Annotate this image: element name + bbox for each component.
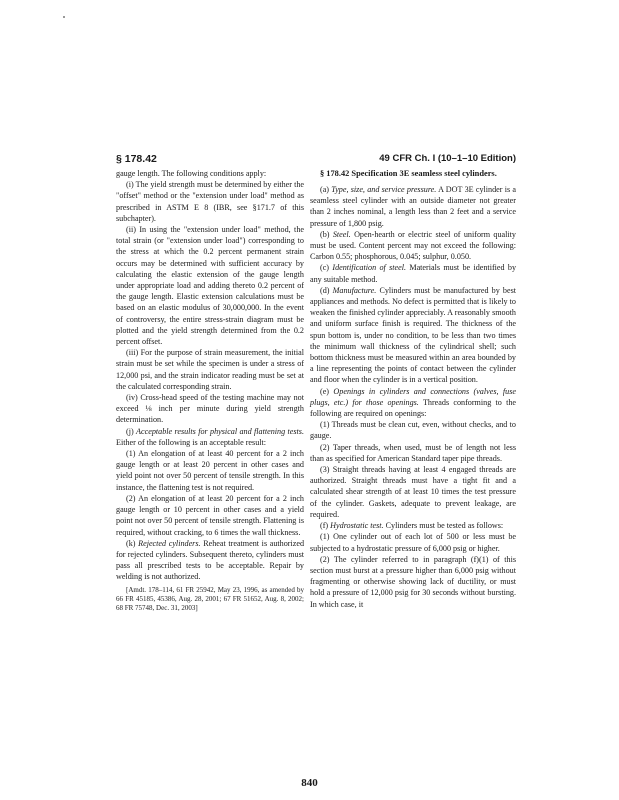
paragraph-heading: Type, size, and service pressure. bbox=[331, 185, 437, 194]
page-number: 840 bbox=[301, 777, 318, 789]
header-section-number: § 178.42 bbox=[116, 153, 157, 165]
paragraph-heading: Rejected cylinders. bbox=[138, 538, 201, 548]
section-title: § 178.42 Specification 3E seamless steel cylinders. bbox=[320, 169, 497, 178]
paragraph-heading: Manufacture. bbox=[332, 285, 377, 295]
paragraph: gauge length. The following conditions apply: bbox=[116, 169, 267, 178]
paragraph: (ii) In using the "extension under load" method, the total strain (or "extension under load") corresponding to the stress at which the 0.2 percent permanent strain occurs may be determined with sufficient accuracy by calculating the elastic extension of the gauge length under appropriate load and adding thereto 0.2 percent of the gauge length. Elastic extension calculations must be based on an elastic modulus of 30,000,000. In the event of controversy, the entire stress-strain diagram must be plotted and the yield strength determined from the 0.2 percent offset. bbox=[116, 225, 304, 347]
paragraph: (f) Hydrostatic test. Cylinders must be tested as follows: bbox=[320, 521, 504, 531]
paragraph: (k) Rejected cylinders. Reheat treatment is authorized for rejected cylinders. Subsequent thereto, cylinders must pass all prescribed tests to be acceptable. Repair by welding is not authorized. bbox=[116, 538, 305, 582]
paragraph: (1) One cylinder out of each lot of 500 or less must be subjected to a hydrostatic pressure of 6,000 psig or higher. bbox=[310, 532, 516, 553]
paragraph: (iv) Cross-head speed of the testing machine may not exceed ⅛ inch per minute during yield strength determination. bbox=[116, 393, 304, 425]
right-column bbox=[310, 168, 516, 610]
paragraph: (j) Acceptable results for physical and flattening tests. Either of the following is an acceptable result: bbox=[116, 426, 304, 447]
amendment-note: [Amdt. 178–114, 61 FR 25942, May 23, 1996, as amended by 66 FR 45185, 45386, Aug. 28, 2001; 67 FR 51652, Aug. 8, 2002; 68 FR 75748, Dec. 31, 2003] bbox=[116, 585, 304, 613]
paragraph-heading: Identification of steel. bbox=[332, 263, 407, 273]
paragraph-heading: Acceptable results for physical and flattening tests. bbox=[136, 426, 304, 436]
paragraph: (2) The cylinder referred to in paragraph (f)(1) of this section must burst at a pressure higher than 6,000 psig without fragmenting or otherwise showing lack of ductility, or must hold a pressure of 12,000 psig for 30 seconds without bursting. In which case, it bbox=[310, 554, 516, 609]
paragraph: (1) An elongation of at least 40 percent for a 2 inch gauge length or at least 20 percent in other cases and yield point not over 50 percent of tensile strength. In this instance, the flattening test is not required. bbox=[116, 449, 304, 492]
paragraph: (2) An elongation of at least 20 percent for a 2 inch gauge length or 10 percent in other cases and a yield point not over 50 percent of tensile strength. Flattening is required, without cracking, to 6 times the wall thickness. bbox=[116, 493, 304, 537]
paragraph: (e) Openings in cylinders and connections (valves, fuse plugs, etc.) for those openings. Threads conforming to the following are required on openings: bbox=[310, 386, 516, 419]
paragraph: (1) Threads must be clean cut, even, without checks, and to gauge. bbox=[310, 420, 516, 441]
scan-speck bbox=[63, 16, 65, 18]
left-column bbox=[116, 168, 304, 614]
paragraph-heading: Steel. bbox=[332, 229, 351, 239]
paragraph-heading: Hydrostatic test. bbox=[330, 521, 384, 531]
paragraph: (c) Identification of steel. Materials must be identified by any suitable method. bbox=[310, 263, 517, 284]
header-cfr-edition: 49 CFR Ch. I (10–1–10 Edition) bbox=[379, 153, 516, 164]
paragraph: (3) Straight threads having at least 4 engaged threads are authorized. Straight threads must have a tight fit and a calculated shear strength of at least 10 times the test pressure of the cylinder. Gaskets, adequate to prevent leakage, are required. bbox=[310, 465, 516, 519]
paragraph-heading: Openings in cylinders and connections (valves, fuse plugs, etc.) for those openings. bbox=[310, 386, 516, 407]
paragraph: (i) The yield strength must be determined by either the "offset" method or the "extension under load" method as prescribed in ASTM E 8 (IBR, see §171.7 of this subchapter). bbox=[116, 180, 304, 223]
paragraph: (b) Steel. Open-hearth or electric steel of uniform quality must be used. Content percent may not exceed the following: Carbon 0.55; phosphorous, 0.045; sulphur, 0.050. bbox=[310, 229, 516, 262]
paragraph: (a) Type, size, and service pressure. A DOT 3E cylinder is a seamless steel cylinder with an outside diameter not greater than 2 inches nominal, a length less than 2 feet and a service pressure of 1,800 psig. bbox=[310, 185, 516, 228]
paragraph: (iii) For the purpose of strain measurement, the initial strain must be set while the specimen is under a stress of 12,000 psi, and the strain indicator reading must be set at the calculated corresponding strain. bbox=[116, 348, 304, 391]
page-header bbox=[116, 153, 516, 167]
paragraph: (2) Taper threads, when used, must be of length not less than as specified for American Standard taper pipe threads. bbox=[310, 442, 516, 463]
paragraph: (d) Manufacture. Cylinders must be manufactured by best appliances and methods. No defect is permitted that is likely to weaken the finished cylinder appreciably. A reasonably smooth and uniform surface finish is required. The thickness of the spun bottom is, under no condition, to be less than two times the minimum wall thickness of the cylindrical shell; such bottom thickness must be measured within an area bounded by a line representing the points of contact between the cylinder and floor when the cylinder is in a vertical position. bbox=[310, 285, 516, 385]
